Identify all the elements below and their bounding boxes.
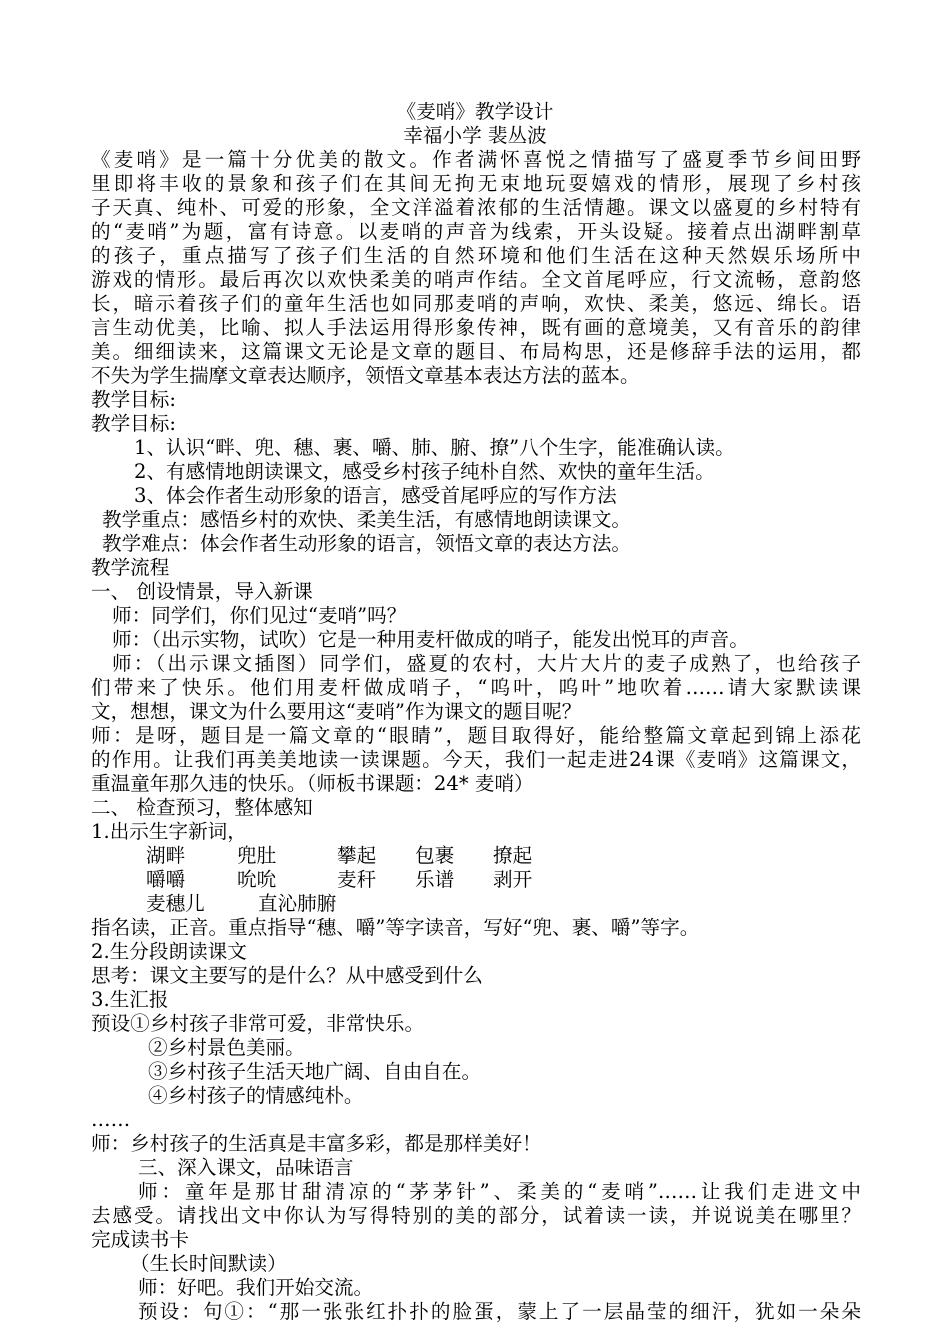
- vocab-word: 乐谱: [415, 868, 455, 891]
- section-line: 思考：课文主要写的是什么？从中感受到什么: [91, 964, 483, 987]
- section-line: 师：好吧。我们开始交流。: [138, 1276, 374, 1299]
- intro-line: 的孩子，重点描写了孩子们生活的自然环境和他们生活在这种天然娱乐场所中: [91, 244, 861, 267]
- goal-item: 3、体会作者生动形象的语言，感受首尾呼应的写作方法: [134, 484, 617, 507]
- intro-line: 《麦哨》是一篇十分优美的散文。作者满怀喜悦之情描写了盛夏季节乡间田野: [91, 148, 861, 171]
- vocab-label: 1.出示生字新词，: [91, 820, 247, 843]
- difficulty: 教学难点：体会作者生动形象的语言，领悟文章的表达方法。: [102, 532, 632, 555]
- section-line: ④乡村孩子的情感纯朴。: [148, 1084, 364, 1107]
- goal-item: 2、有感情地朗读课文，感受乡村孩子纯朴自然、欢快的童年生活。: [134, 460, 715, 483]
- intro-line: 子天真、纯朴、可爱的形象，全文洋溢着浓郁的生活情趣。课文以盛夏的乡村特有: [91, 196, 861, 219]
- goals-heading: 教学目标:: [91, 388, 176, 411]
- section-line: ③乡村孩子生活天地广阔、自由自在。: [148, 1060, 482, 1083]
- doc-title: 《麦哨》教学设计: [396, 100, 554, 123]
- vocab-word: 剥开: [493, 868, 533, 891]
- section-line: ②乡村景色美丽。: [148, 1036, 305, 1059]
- key-point: 教学重点：感悟乡村的欢快、柔美生活，有感情地朗读课文。: [102, 508, 632, 531]
- vocab-word: 嚼嚼: [146, 868, 186, 891]
- doc-byline: 幸福小学 裴丛波: [403, 124, 547, 147]
- section-line: 的作用。让我们再美美地读一读课题。今天，我们一起走进24课《麦哨》这篇课文，: [91, 748, 861, 771]
- section-line: 师：同学们，你们见过“麦哨”吗？: [112, 604, 407, 627]
- section-line: 完成读书卡: [91, 1228, 189, 1251]
- vocab-word: 撩起: [493, 844, 533, 867]
- section-line: 师：童年是那甘甜清凉的“茅茅针”、柔美的“麦哨”……让我们走进文中: [138, 1180, 861, 1203]
- intro-line: 言生动优美，比喻、拟人手法运用得形象传神，既有画的意境美，又有音乐的韵律: [91, 316, 861, 339]
- vocab-word: 攀起: [337, 844, 377, 867]
- section-line: 2.生分段朗读课文: [91, 940, 247, 963]
- section-line: 文，想想，课文为什么要用这“麦哨”作为课文的题目呢？: [91, 700, 582, 723]
- section-line: 重温童年那久违的快乐。（师板书课题：24* 麦哨）: [91, 772, 534, 795]
- vocab-word: 包裹: [415, 844, 455, 867]
- section-line: 师：是呀，题目是一篇文章的“眼睛”，题目取得好，能给整篇文章起到锦上添花: [91, 724, 861, 747]
- section-line: 去感受。请找出文中你认为写得特别的美的部分，试着读一读，并说说美在哪里？: [91, 1204, 861, 1227]
- goal-item: 1、认识“畔、兜、穗、裹、嚼、肺、腑、撩”八个生字，能准确认读。: [134, 436, 735, 459]
- intro-line: 的“麦哨”为题，富有诗意。以麦哨的声音为线索，开头设疑。接着点出湖畔割草: [91, 220, 861, 243]
- section-line: （生长时间默读）: [130, 1252, 287, 1275]
- vocab-word: 麦秆: [337, 868, 377, 891]
- intro-line: 里即将丰收的景象和孩子们在其间无拘无束地玩耍嬉戏的情形，展现了乡村孩: [91, 172, 861, 195]
- section-heading: 二、 检查预习，整体感知: [91, 796, 313, 819]
- section-heading: 一、 创设情景，导入新课: [91, 580, 313, 603]
- vocab-word: 湖畔: [146, 844, 186, 867]
- intro-line: 美。细细读来，这篇课文无论是文章的题目、布局构思，还是修辞手法的运用，都: [91, 340, 861, 363]
- intro-line: 不失为学生揣摩文章表达顺序，领悟文章基本表达方法的蓝本。: [91, 364, 640, 387]
- section-line: 师：（出示课文插图）同学们，盛夏的农村，大片大片的麦子成熟了，也给孩子: [112, 652, 861, 675]
- section-line: 指名读，正音。重点指导“穗、嚼”等字读音，写好“兜、裹、嚼”等字。: [91, 916, 700, 939]
- intro-line: 长，暗示着孩子们的童年生活也如同那麦哨的声响，欢快、柔美，悠远、绵长。语: [91, 292, 861, 315]
- section-line: 们带来了快乐。他们用麦杆做成哨子，“呜叶，呜叶”地吹着……请大家默读课: [91, 676, 861, 699]
- section-line: 3.生汇报: [91, 988, 169, 1011]
- section-heading: 三、深入课文，品味语言: [138, 1156, 354, 1179]
- flow-heading: 教学流程: [91, 556, 170, 579]
- vocab-word: 麦穗儿: [146, 892, 205, 915]
- section-line: 预设①乡村孩子非常可爱，非常快乐。: [91, 1012, 425, 1035]
- vocab-word: 吮吮: [237, 868, 277, 891]
- vocab-word: 兜肚: [237, 844, 277, 867]
- section-line: 师：乡村孩子的生活真是丰富多彩，都是那样美好！: [91, 1132, 542, 1155]
- section-line: 预设：句①：“那一张张红扑扑的脸蛋，蒙上了一层晶莹的细汗，犹如一朵朵: [138, 1300, 861, 1323]
- section-line: 师：（出示实物，试吹）它是一种用麦杆做成的哨子，能发出悦耳的声音。: [112, 628, 749, 651]
- intro-line: 游戏的情形。最后再次以欢快柔美的哨声作结。全文首尾呼应，行文流畅，意韵悠: [91, 268, 861, 291]
- vocab-word: 直沁肺腑: [258, 892, 337, 915]
- goals-heading: 教学目标:: [91, 412, 176, 435]
- section-line: ……: [91, 1108, 131, 1131]
